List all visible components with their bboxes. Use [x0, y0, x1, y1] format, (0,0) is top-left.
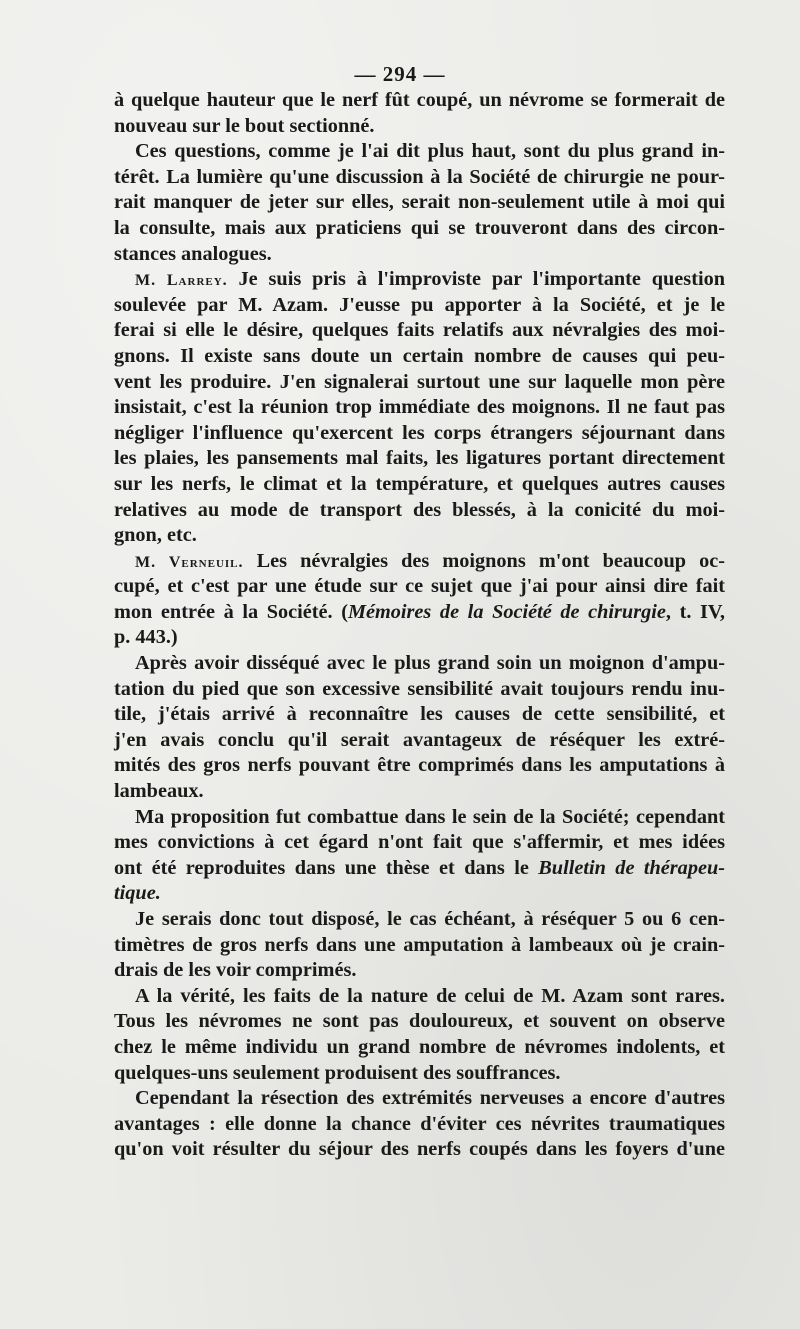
text-line: lambeaux.: [114, 780, 204, 803]
text-line: timètres de gros nerfs dans une amputation à lambeaux où je crain-: [114, 933, 725, 956]
text-line: tile, j'étais arrivé à reconnaître les causes de cette sensibilité, et: [114, 703, 725, 726]
text-run: Je suis pris à l'improviste par l'importante question: [238, 268, 726, 291]
text-line: les plaies, les pansements mal faits, les ligatures portant directement: [114, 447, 725, 470]
body-text: [114, 88, 725, 1163]
text-line: nouveau sur le bout sectionné.: [114, 114, 375, 137]
text-line: Après avoir disséqué avec le plus grand soin un moignon d'ampu-: [135, 652, 725, 675]
text-run: mon entrée à la Société. (: [114, 600, 348, 623]
text-line: ferai si elle le désire, quelques faits relatifs aux névralgies des moi-: [114, 319, 725, 342]
text-line: j'en avais conclu qu'il serait avantageux de réséquer les extré-: [114, 728, 725, 751]
text-line: gnons. Il existe sans doute un certain nombre de causes qui peu-: [114, 344, 725, 367]
text-line: chez le même individu un grand nombre de névromes indolents, et: [114, 1035, 725, 1058]
text-line: Ces questions, comme je l'ai dit plus haut, sont du plus grand in-: [135, 140, 725, 163]
text-line: rait manquer de jeter sur elles, serait non-seulement utile à moi qui: [114, 191, 725, 214]
text-line: térêt. La lumière qu'une discussion à la Société de chirurgie ne pour-: [114, 165, 725, 188]
text-line: insistait, c'est la réunion trop immédiate des moignons. Il ne faut pas: [114, 396, 725, 419]
text-line: [114, 549, 725, 575]
paragraph-continuation: [114, 88, 725, 139]
speaker-name: M. Larrey.: [135, 272, 228, 290]
paragraph: [114, 805, 725, 907]
text-line: à quelque hauteur que le nerf fût coupé, un névrome se formerait de: [114, 89, 725, 111]
paragraph: [114, 1086, 725, 1163]
text-line: soulevée par M. Azam. J'eusse pu apporter à la Société, et je le: [114, 293, 725, 316]
text-line: négliger l'influence qu'exercent les corps étrangers séjournant dans: [114, 421, 725, 444]
text-line: Ma proposition fut combattue dans le sein de la Société; cependant: [135, 805, 725, 828]
paragraph: [114, 984, 725, 1086]
text-line: la consulte, mais aux praticiens qui se trouveront dans des circon-: [114, 216, 725, 239]
paragraph-verneuil: [114, 549, 725, 651]
text-line: Je serais donc tout disposé, le cas échéant, à réséquer 5 ou 6 cen-: [135, 908, 725, 930]
text-line: mités des gros nerfs pouvant être comprimés dans les amputations à: [114, 754, 725, 777]
journal-title: Mémoires de la Société de chirurgie: [347, 600, 666, 623]
paragraph: [114, 907, 725, 984]
text-line: p. 443.): [114, 626, 178, 649]
text-line: tation du pied que son excessive sensibilité avait toujours rendu inu-: [114, 677, 725, 700]
text-line: [114, 856, 725, 882]
text-line: stances analogues.: [114, 242, 272, 265]
text-line: gnon, etc.: [114, 524, 197, 547]
text-line: vent les produire. J'en signalerai surtout une sur laquelle mon père: [114, 370, 725, 393]
text-line: sur les nerfs, le climat et la température, et quelques autres causes: [114, 472, 725, 495]
speaker-name: M. Verneuil.: [135, 553, 244, 571]
text-line: Cependant la résection des extrémités nerveuses a encore d'autres: [135, 1087, 725, 1110]
paragraph: [114, 651, 725, 805]
text-line: [114, 600, 725, 626]
text-line: A la vérité, les faits de la nature de celui de M. Azam sont rares.: [135, 984, 725, 1007]
page-number: — 294 —: [354, 62, 446, 86]
text-line: relatives au mode de transport des blessés, à la conicité du moi-: [114, 498, 725, 521]
text-line: quelques-uns seulement produisent des souffrances.: [114, 1061, 561, 1084]
journal-title: Bulletin de thérapeu-: [538, 856, 725, 879]
paragraph: [114, 139, 725, 267]
text-line: cupé, et c'est par une étude sur ce sujet que j'ai pour ainsi dire fait: [114, 575, 725, 598]
text-line: avantages : elle donne la chance d'éviter ces névrites traumatiques: [114, 1112, 725, 1135]
text-line: Tous les névromes ne sont pas douloureux, et souvent on observe: [114, 1010, 725, 1033]
text-line: [114, 881, 725, 907]
journal-title-cont: tique.: [114, 882, 161, 905]
text-line: drais de les voir comprimés.: [114, 959, 357, 982]
paragraph-larrey: [114, 267, 725, 549]
text-line: [114, 267, 725, 293]
text-run: , t. IV,: [665, 600, 725, 623]
text-line: qu'on voit résulter du séjour des nerfs coupés dans les foyers d'une: [114, 1138, 725, 1161]
text-run: Les névralgies des moignons m'ont beaucoup oc-: [256, 549, 725, 572]
text-line: mes convictions à cet égard n'ont fait que s'affermir, et mes idées: [114, 831, 725, 854]
text-run: ont été reproduites dans une thèse et dans le: [114, 856, 539, 879]
